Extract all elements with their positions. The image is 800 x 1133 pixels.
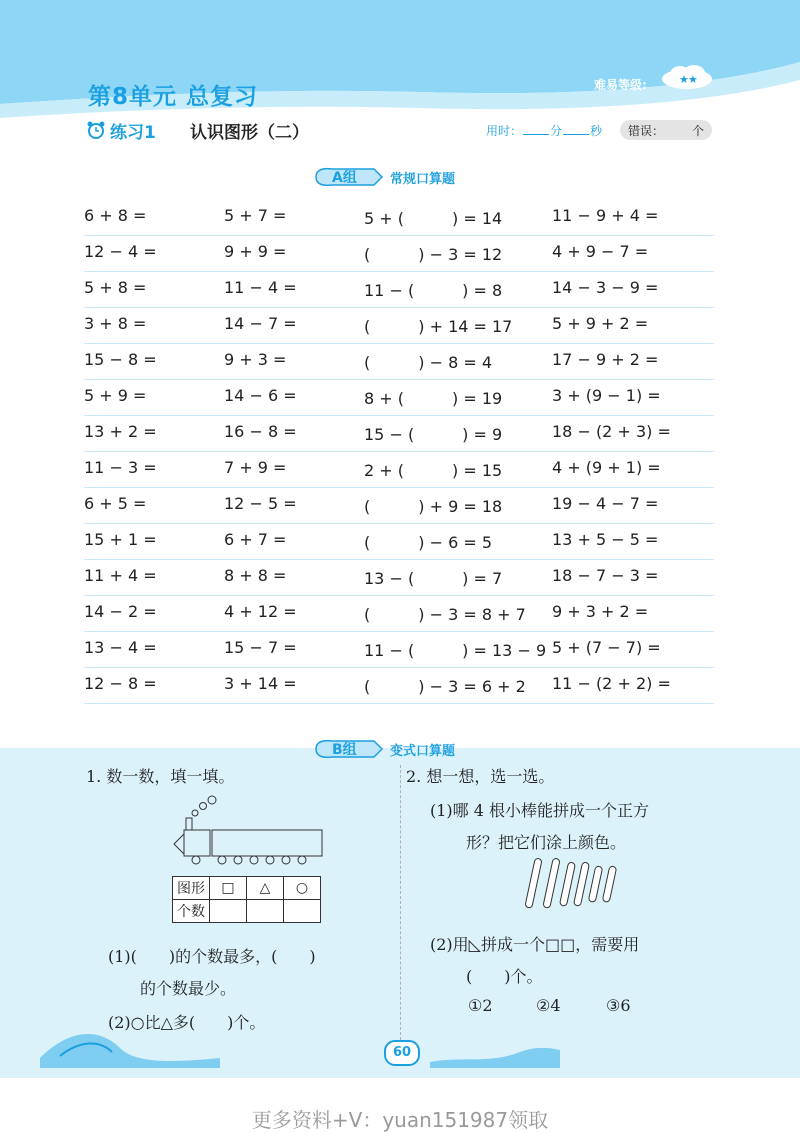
- problem-cell[interactable]: ( ) − 3 = 8 + 7: [364, 605, 526, 624]
- problem-cell[interactable]: 18 − (2 + 3) =: [552, 422, 671, 441]
- table-row: [84, 416, 714, 452]
- problem-cell[interactable]: 11 − (2 + 2) =: [552, 674, 671, 693]
- q1-sub1-line2: 的个数最少。: [140, 979, 237, 998]
- q2-sub2-line1: (2)用◺拼成一个□□，需要用: [430, 935, 640, 954]
- problem-cell[interactable]: 6 + 7 =: [224, 530, 287, 549]
- problem-cell[interactable]: 11 − 4 =: [224, 278, 297, 297]
- error-unit: 个: [692, 124, 705, 138]
- table-row: [84, 200, 714, 236]
- minutes-label: 分: [550, 124, 563, 138]
- count-triangle-cell[interactable]: [247, 900, 284, 923]
- problem-cell[interactable]: 8 + ( ) = 19: [364, 389, 503, 408]
- problem-cell[interactable]: 13 + 5 − 5 =: [552, 530, 659, 549]
- column-divider: [400, 765, 401, 1040]
- difficulty-cloud-icon: [660, 64, 714, 90]
- problem-cell[interactable]: 3 + (9 − 1) =: [552, 386, 661, 405]
- q1-sub1-line1: (1)( )的个数最多，( ): [108, 947, 316, 966]
- table-head-triangle: △: [247, 877, 284, 900]
- sticks-picture[interactable]: [520, 856, 630, 912]
- table-row: [84, 272, 714, 308]
- svg-text:★: ★: [679, 73, 689, 86]
- table-head-circle: ○: [284, 877, 321, 900]
- problem-cell[interactable]: 12 − 4 =: [84, 242, 157, 261]
- table-row: [84, 668, 714, 704]
- q2-option-3[interactable]: ③6: [606, 996, 631, 1015]
- problem-cell[interactable]: 6 + 8 =: [84, 206, 147, 225]
- problem-cell[interactable]: 12 − 5 =: [224, 494, 297, 513]
- table-row: [84, 308, 714, 344]
- time-prefix: 用时：: [486, 124, 523, 138]
- lesson-name: 认识图形（二）: [190, 123, 309, 143]
- problem-cell[interactable]: 4 + (9 + 1) =: [552, 458, 661, 477]
- page-number: 60: [384, 1040, 420, 1066]
- group-a-badge-icon: [312, 166, 386, 188]
- svg-text:★: ★: [688, 73, 698, 86]
- table-row: [84, 488, 714, 524]
- shape-count-table: [172, 876, 321, 923]
- problem-cell[interactable]: 15 − 7 =: [224, 638, 297, 657]
- problem-cell[interactable]: 11 − 9 + 4 =: [552, 206, 659, 225]
- problem-cell[interactable]: 3 + 8 =: [84, 314, 147, 333]
- footer-watermark-text: 更多资料+V：yuan151987领取: [251, 1108, 549, 1132]
- q2-title: 2. 想一想，选一选。: [406, 767, 555, 786]
- problem-cell[interactable]: 5 + 7 =: [224, 206, 287, 225]
- problem-cell[interactable]: 11 − ( ) = 8: [364, 281, 503, 300]
- q1-title: 1. 数一数，填一填。: [86, 767, 235, 786]
- problem-cell[interactable]: 14 − 2 =: [84, 602, 157, 621]
- table-row: [84, 524, 714, 560]
- table-row: [84, 452, 714, 488]
- problem-cell[interactable]: 4 + 12 =: [224, 602, 297, 621]
- q2-option-1[interactable]: ①2: [468, 996, 493, 1015]
- problem-cell[interactable]: 17 − 9 + 2 =: [552, 350, 659, 369]
- problem-cell[interactable]: 5 + 8 =: [84, 278, 147, 297]
- q1-sub2: (2)○比△多( )个。: [108, 1013, 266, 1032]
- table-row: [84, 596, 714, 632]
- problem-cell[interactable]: 11 − 3 =: [84, 458, 157, 477]
- problem-cell[interactable]: 9 + 9 =: [224, 242, 287, 261]
- problem-cell[interactable]: 13 − ( ) = 7: [364, 569, 503, 588]
- problem-cell[interactable]: 2 + ( ) = 15: [364, 461, 503, 480]
- problem-cell[interactable]: 14 − 6 =: [224, 386, 297, 405]
- table-row-label: 个数: [173, 900, 210, 923]
- error-label: 错误：: [628, 124, 665, 138]
- problem-cell[interactable]: 18 − 7 − 3 =: [552, 566, 659, 585]
- group-b-badge-icon: [312, 738, 386, 760]
- unit-title: 第8单元 总复习: [88, 84, 259, 110]
- table-head-square: □: [210, 877, 247, 900]
- problem-cell[interactable]: 15 − ( ) = 9: [364, 425, 503, 444]
- group-a-title: 常规口算题: [390, 172, 456, 187]
- problem-cell[interactable]: 5 + 9 =: [84, 386, 147, 405]
- problem-cell[interactable]: 9 + 3 =: [224, 350, 287, 369]
- lesson-number: 练习1: [110, 123, 156, 143]
- problem-cell[interactable]: ( ) − 6 = 5: [364, 533, 493, 552]
- problem-cell[interactable]: 13 + 2 =: [84, 422, 157, 441]
- problem-cell[interactable]: ( ) − 3 = 6 + 2: [364, 677, 526, 696]
- wave-decoration-left: [40, 1018, 220, 1068]
- problem-cell[interactable]: 15 − 8 =: [84, 350, 157, 369]
- q2-sub2-line2: ( )个。: [466, 967, 543, 986]
- problem-cell[interactable]: 9 + 3 + 2 =: [552, 602, 649, 621]
- problem-cell[interactable]: ( ) + 14 = 17: [364, 317, 513, 336]
- count-circle-cell[interactable]: [284, 900, 321, 923]
- table-row: [84, 236, 714, 272]
- table-row: [84, 380, 714, 416]
- problem-cell[interactable]: 15 + 1 =: [84, 530, 157, 549]
- alarm-clock-icon: [86, 120, 106, 140]
- problem-cell[interactable]: 6 + 5 =: [84, 494, 147, 513]
- problem-cell[interactable]: 13 − 4 =: [84, 638, 157, 657]
- time-field: [486, 122, 602, 139]
- group-b-title: 变式口算题: [390, 744, 456, 759]
- difficulty-label: 难易等级:: [594, 78, 647, 92]
- problem-cell[interactable]: 11 − ( ) = 13 − 9: [364, 641, 547, 660]
- seconds-label: 秒: [590, 124, 603, 138]
- table-row: [84, 560, 714, 596]
- problem-cell[interactable]: ( ) + 9 = 18: [364, 497, 503, 516]
- q2-option-2[interactable]: ②4: [536, 996, 561, 1015]
- problem-cell[interactable]: 5 + (7 − 7) =: [552, 638, 661, 657]
- table-head-shape: 图形: [173, 877, 210, 900]
- problem-cell[interactable]: 19 − 4 − 7 =: [552, 494, 659, 513]
- problem-cell[interactable]: 14 − 7 =: [224, 314, 297, 333]
- seconds-blank[interactable]: [563, 124, 589, 135]
- problem-cell[interactable]: 5 + ( ) = 14: [364, 209, 503, 228]
- q2-sub1-line2: 形？把它们涂上颜色。: [466, 833, 627, 852]
- problem-cell[interactable]: 5 + 9 + 2 =: [552, 314, 649, 333]
- count-square-cell[interactable]: [210, 900, 247, 923]
- train-picture: [172, 794, 328, 866]
- wave-decoration-right: [430, 1042, 560, 1068]
- problem-cell[interactable]: 4 + 9 − 7 =: [552, 242, 649, 261]
- problem-cell[interactable]: ( ) − 3 = 12: [364, 245, 503, 264]
- table-row: [84, 632, 714, 668]
- problem-cell[interactable]: 14 − 3 − 9 =: [552, 278, 659, 297]
- minutes-blank[interactable]: [523, 124, 549, 135]
- group-b-badge: B组: [332, 742, 357, 758]
- problem-cell[interactable]: 3 + 14 =: [224, 674, 297, 693]
- problem-cell[interactable]: 8 + 8 =: [224, 566, 287, 585]
- group-a-badge: A组: [332, 170, 357, 186]
- problem-cell[interactable]: 11 + 4 =: [84, 566, 157, 585]
- problem-cell[interactable]: ( ) − 8 = 4: [364, 353, 493, 372]
- problem-cell[interactable]: 16 − 8 =: [224, 422, 297, 441]
- table-row: [84, 344, 714, 380]
- q2-sub1-line1: (1)哪 4 根小棒能拼成一个正方: [430, 801, 650, 820]
- problem-cell[interactable]: 7 + 9 =: [224, 458, 287, 477]
- problem-cell[interactable]: 12 − 8 =: [84, 674, 157, 693]
